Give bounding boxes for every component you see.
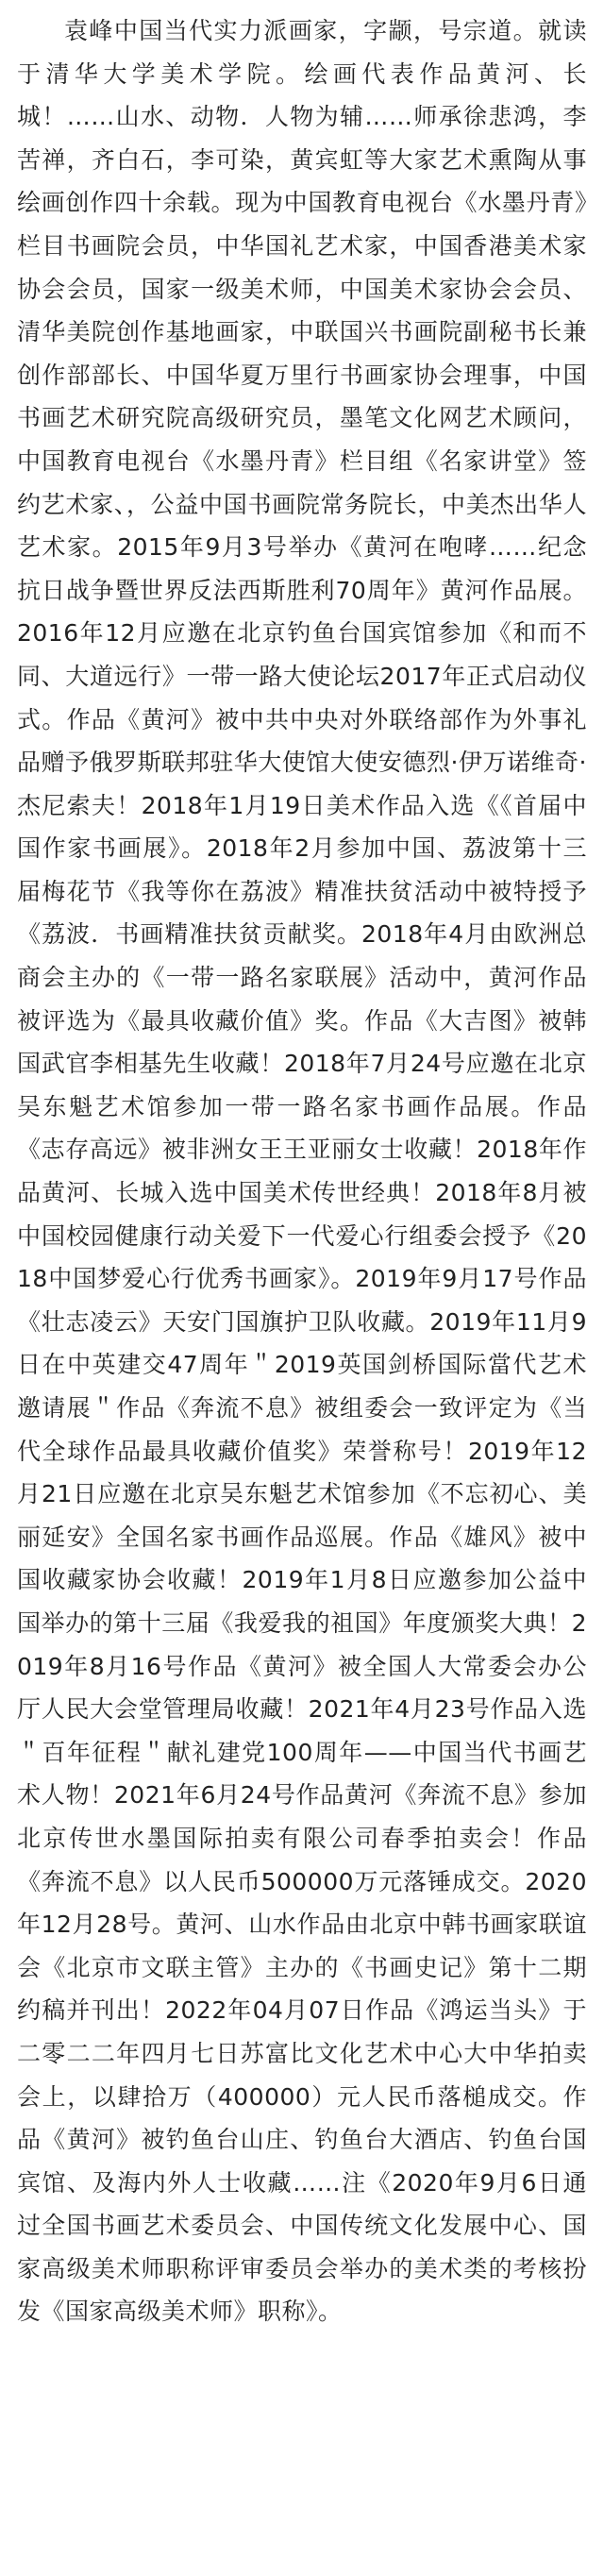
article-body: [17, 0, 587, 2333]
biography-paragraph: 袁峰中国当代实力派画家，字颛，号宗道。就读于清华大学美术学院。绘画代表作品黄河、长城！……山水、动物．人物为辅……师承徐悲鸿，李苦禅，齐白石，李可染，黄宾虹等大家艺术熏陶从事绘画创作四十余载。现为中国教育电视台《水墨丹青》栏目书画院会员，中华国礼艺术家，中国香港美术家协会会员，国家一级美术师，中国美术家协会会员、清华美院创作基地画家，中联国兴书画院副秘书长兼创作部部长、中国华夏万里行书画家协会理事，中国书画艺术研究院高级研究员，墨笔文化网艺术顾问，中国教育电视台《水墨丹青》栏目组《名家讲堂》签约艺术家、，公益中国书画院常务院长，中美杰出华人艺术家。2015年9月3号举办《黄河在咆哮……纪念抗日战争暨世界反法西斯胜利70周年》黄河作品展。2016年12月应邀在北京钓鱼台国宾馆参加《和而不同、大道远行》一带一路大使论坛2017年正式启动仪式。作品《黄河》被中共中央对外联络部作为外事礼品赠予俄罗斯联邦驻华大使馆大使安德烈·伊万诺维奇·杰尼索夫！2018年1月19日美术作品入选《《首届中国作家书画展》。2018年2月参加中国、荔波第十三届梅花节《我等你在荔波》精准扶贫活动中被特授予《荔波．书画精准扶贫贡献奖。2018年4月由欧洲总商会主办的《一带一路名家联展》活动中，黄河作品被评选为《最具收藏价值》奖。作品《大吉图》被韩国武官李相基先生收藏！2018年7月24号应邀在北京吴东魁艺术馆参加一带一路名家书画作品展。作品《志存高远》被非洲女王王亚丽女士收藏！2018年作品黄河、长城入选中国美术传世经典！2018年8月被中国校园健康行动关爱下一代爱心行组委会授予《2018中国梦爱心行优秀书画家》。2019年9月17号作品《壮志凌云》天安门国旗护卫队收藏。2019年11月9日在中英建交47周年＂2019英国剑桥国际當代艺术邀请展＂作品《奔流不息》被组委会一致评定为《当代全球作品最具收藏价值奖》荣誉称号！2019年12月21日应邀在北京吴东魁艺术馆参加《不忘初心、美丽延安》全国名家书画作品巡展。作品《雄风》被中国收藏家协会收藏！2019年1月8日应邀参加公益中国举办的第十三届《我爱我的祖国》年度颁奖大典！2019年8月16号作品《黄河》被全国人大常委会办公厅人民大会堂管理局收藏！2021年4月23号作品入选＂百年征程＂献礼建党100周年——中国当代书画艺术人物！2021年6月24号作品黄河《奔流不息》参加北京传世水墨国际拍卖有限公司春季拍卖会！作品《奔流不息》以人民币500000万元落锤成交。2020年12月28号。黄河、山水作品由北京中韩书画家联谊会《北京市文联主管》主办的《书画史记》第十二期约稿并刊出！2022年04月07日作品《鸿运当头》于二零二二年四月七日苏富比文化艺术中心大中华拍卖会上，以肆拾万（400000）元人民币落槌成交。作品《黄河》被钓鱼台山庄、钓鱼台大酒店、钓鱼台国宾馆、及海内外人士收藏……注《2020年9月6日通过全国书画艺术委员会、中国传统文化发展中心、国家高级美术师职称评审委员会举办的美术类的考核扮发《国家高级美术师》职称》。: [17, 17, 587, 2326]
